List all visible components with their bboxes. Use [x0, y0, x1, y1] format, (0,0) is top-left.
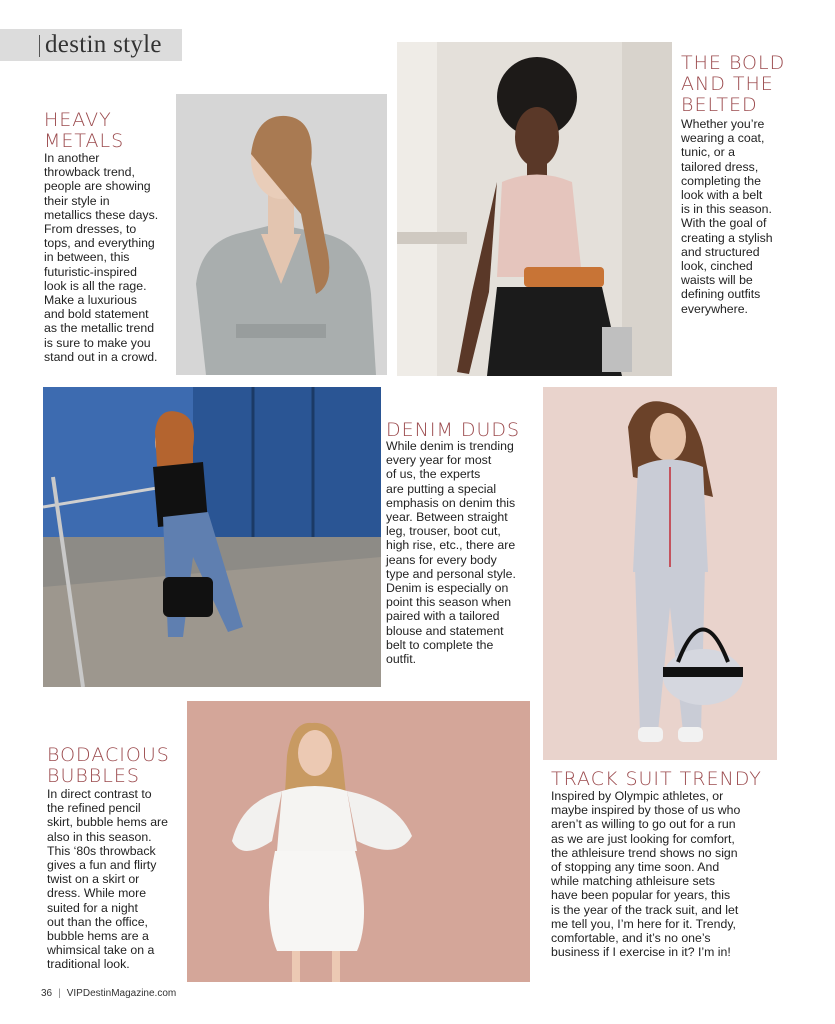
denim-duds-body: While denim is trending every year for most of us, the experts are putting a special emphasis on denim this year. Between straight leg, trouser, boot cut, high rise, etc., there are jeans for every body type and personal style. Denim is especially on point this season when paired with a tailored blouse and statement belt to complete the outfit.: [386, 439, 516, 667]
footer-separator: |: [58, 988, 61, 999]
heavy-metals-heading: HEAVY METALS: [44, 109, 125, 152]
heavy-metals-body: In another throwback trend, people are showing their style in metallics these days. From dresses, to tops, and everything in between, this futuristic-inspired look is all the rage. Make a luxurious and bold statement as the metallic trend is sure to make you stand out in a crowd.: [44, 151, 159, 364]
section-title: destin style: [45, 31, 162, 58]
website-link[interactable]: VIPDestinMagazine.com: [66, 988, 177, 999]
belted-outfit-photo: [397, 42, 672, 376]
section-tag-divider: [39, 35, 40, 57]
track-suit-heading: TRACK SUIT TRENDY: [551, 768, 762, 790]
bubble-dress-photo: [187, 701, 530, 982]
track-suit-photo: [543, 387, 777, 760]
track-suit-body: Inspired by Olympic athletes, or maybe inspired by those of us who aren’t as willing to go out for a run as we are just looking for comfort, the athleisure trend shows no sign of stopping any time soon. And while matching athleisure sets have been popular for years, this is the year of the track suit, and let me tell you, I’m here for it. Trendy, comfortable, and it’s no one’s business if I exercise in it? I’m in!: [551, 789, 741, 960]
denim-duds-heading: DENIM DUDS: [386, 419, 521, 441]
bodacious-bubbles-body: In direct contrast to the refined pencil skirt, bubble hems are also in this season. This ‘80s throwback gives a fun and flirty twist on a skirt or dress. While more suited for a night out than the office, bubble hems are a whimsical take on a traditional look.: [47, 787, 168, 972]
page-number: 36: [41, 988, 53, 999]
metallic-dress-photo: [176, 94, 387, 375]
denim-outfit-photo: [43, 387, 381, 687]
bold-belted-body: Whether you’re wearing a coat, tunic, or a tailored dress, completing the look with a belt is in this season. With the goal of creating a stylish and structured look, cinched waists will be defining outfits everywhere.: [681, 117, 773, 316]
bodacious-bubbles-heading: BODACIOUS BUBBLES: [47, 744, 170, 787]
bold-belted-heading: THE BOLD AND THE BELTED: [681, 52, 786, 116]
page-footer: [41, 988, 176, 999]
